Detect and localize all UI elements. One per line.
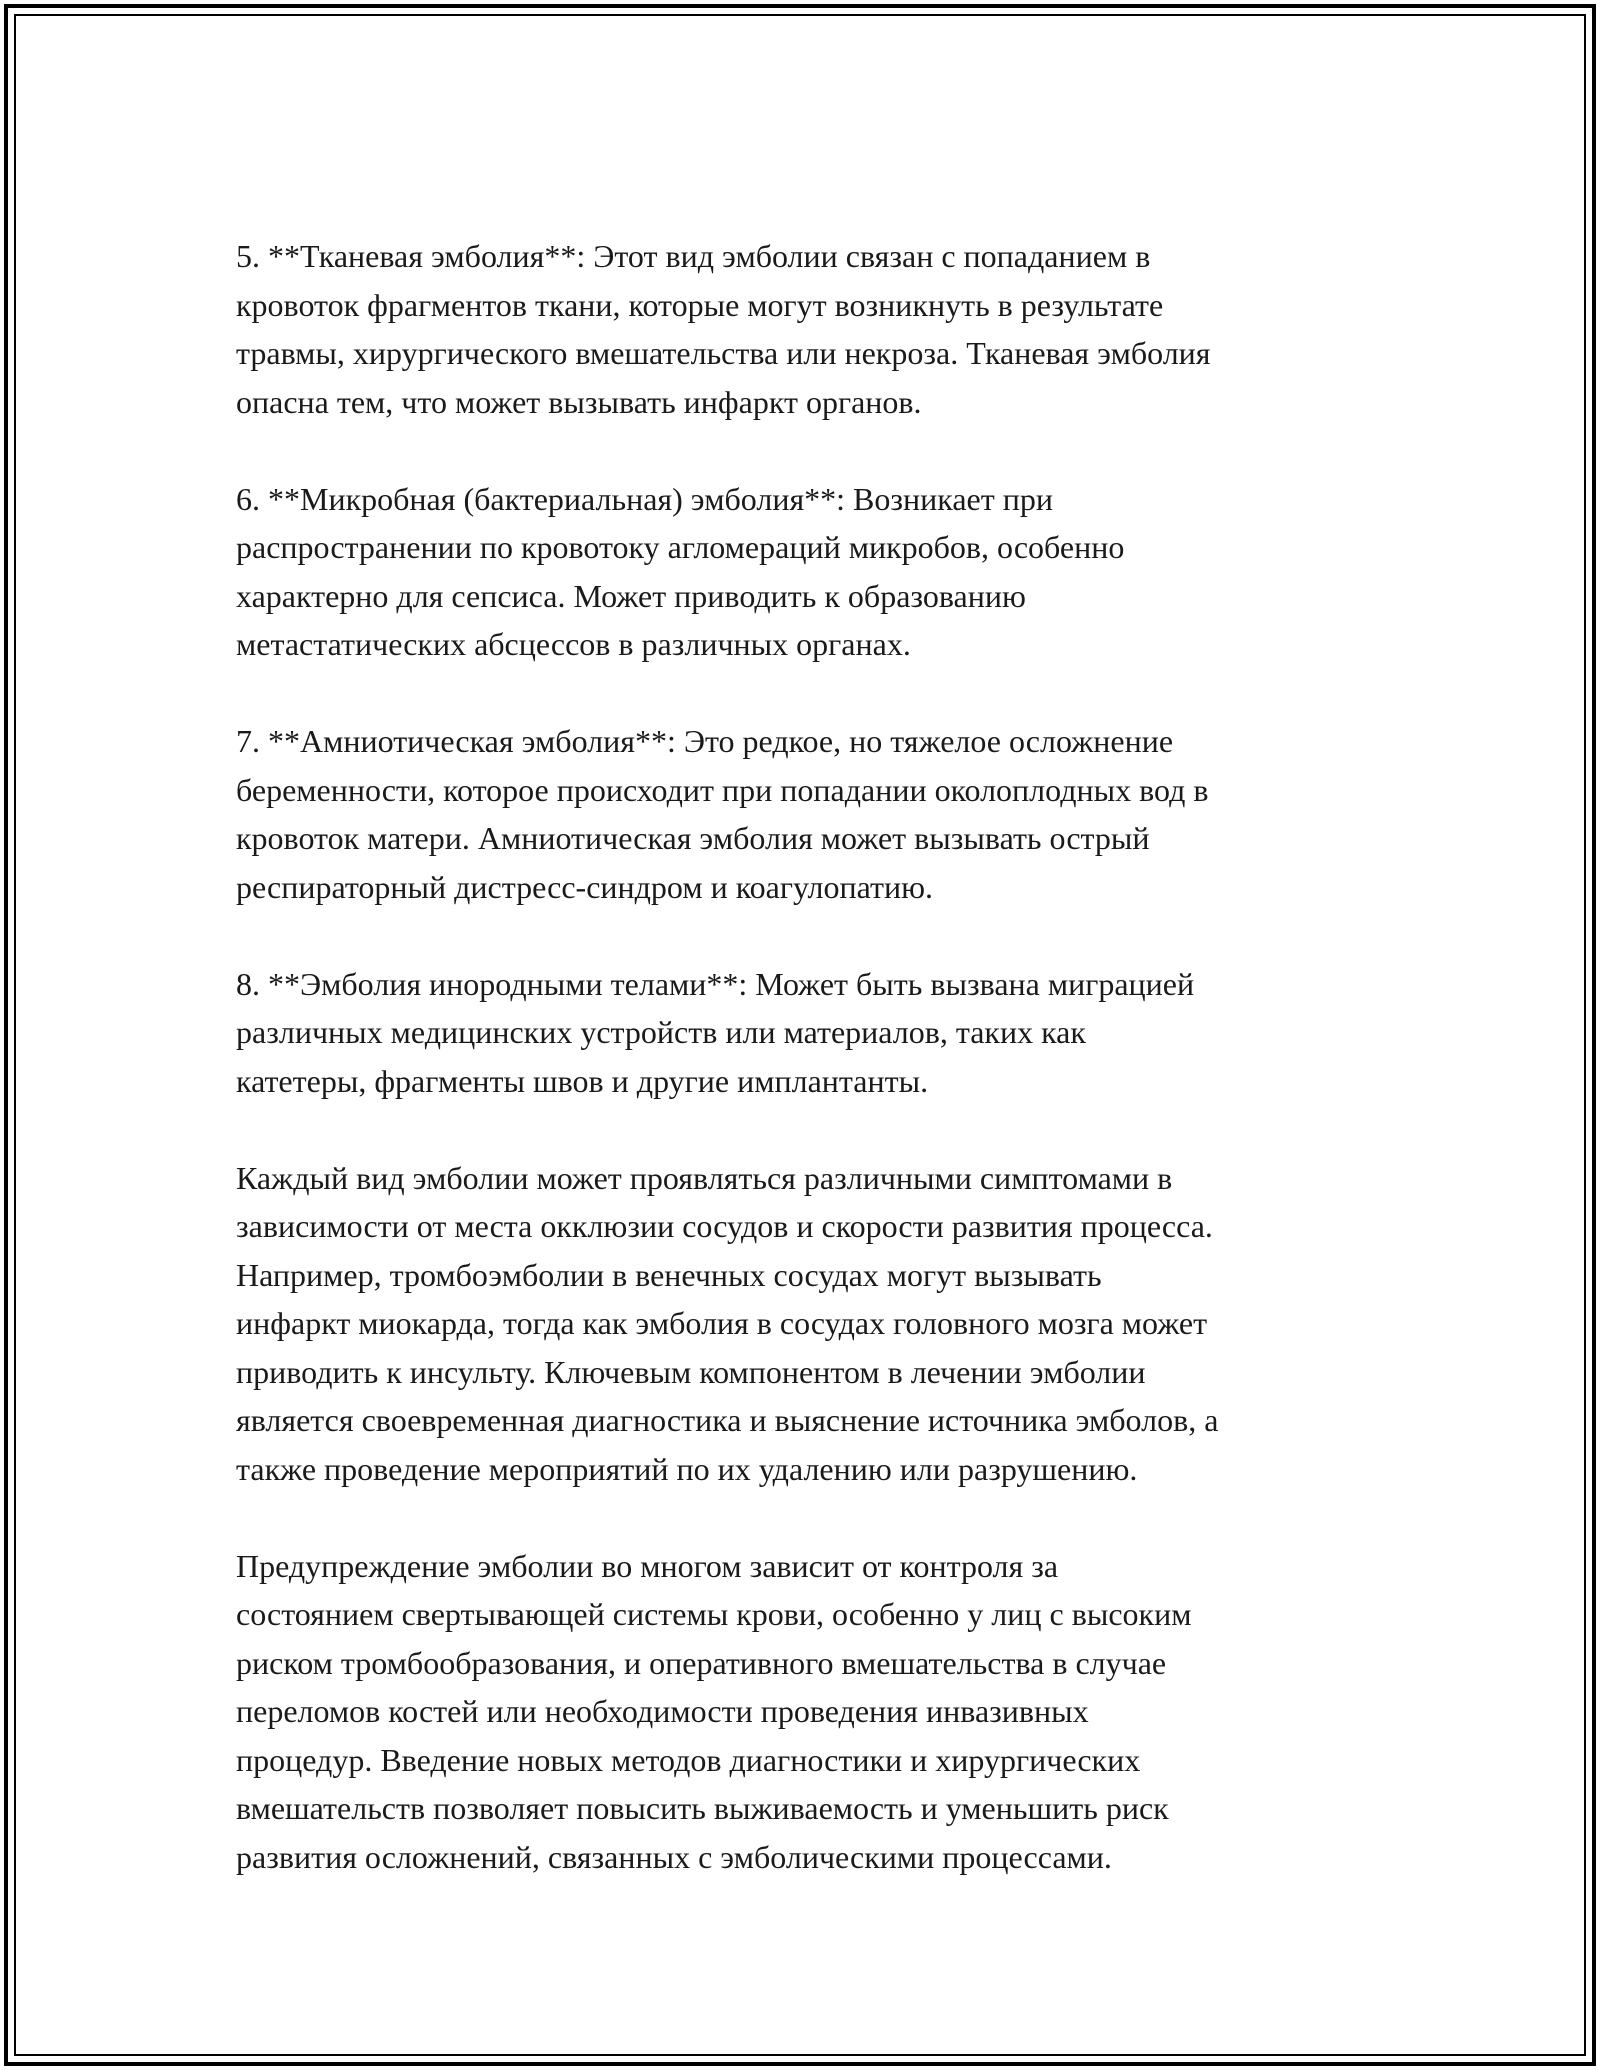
text-line: кровоток фрагментов ткани, которые могут возникнуть в результате (236, 286, 1164, 323)
text-line: вмешательств позволяет повысить выживаемость и уменьшить риск (236, 1790, 1169, 1826)
document-body (236, 232, 1376, 1930)
text-line: переломов костей или необходимости проведения инвазивных (236, 1693, 1089, 1729)
text-line: состоянием свертывающей системы крови, особенно у лиц с высоким (236, 1596, 1192, 1632)
paragraph (236, 1542, 1376, 1882)
text-line: 8. **Эмболия инородными телами**: Может быть вызвана миграцией (236, 965, 1195, 1002)
text-line: кровоток матери. Амниотическая эмболия может вызывать острый (236, 820, 1150, 856)
text-line: 5. **Тканевая эмболия**: Этот вид эмболии связан с попаданием в (236, 238, 1151, 274)
paragraph (236, 717, 1376, 911)
text-line: метастатических абсцессов в различных органах. (236, 626, 911, 662)
text-line: Предупреждение эмболии во многом зависит от контроля за (236, 1547, 1059, 1584)
text-line: приводить к инсульту. Ключевым компонентом в лечении эмболии (236, 1353, 1146, 1390)
paragraph (236, 960, 1376, 1106)
paragraph (236, 475, 1376, 669)
text-line: беременности, которое происходит при попадании околоплодных вод в (236, 771, 1209, 808)
text-line: Каждый вид эмболии может проявляться различными симптомами в (236, 1159, 1173, 1196)
text-line: Например, тромбоэмболии в венечных сосудах могут вызывать (236, 1256, 1102, 1293)
text-line: травмы, хирургического вмешательства или некроза. Тканевая эмболия (236, 335, 1211, 371)
text-line: распространении по кровотоку агломераций микробов, особенно (236, 529, 1125, 565)
text-line: процедур. Введение новых методов диагностики и хирургических (236, 1741, 1141, 1778)
text-line: различных медицинских устройств или материалов, таких как (236, 1014, 1086, 1050)
text-line: риском тромбообразования, и оперативного вмешательства в случае (236, 1644, 1167, 1681)
text-line: 7. **Амниотическая эмболия**: Это редкое, но тяжелое осложнение (236, 723, 1174, 759)
text-line: респираторный дистресс-синдром и коагулопатию. (236, 868, 934, 905)
text-line: катетеры, фрагменты швов и другие имплантанты. (236, 1062, 929, 1099)
text-line: зависимости от места окклюзии сосудов и скорости развития процесса. (236, 1208, 1213, 1244)
text-line: развития осложнений, связанных с эмболическими процессами. (236, 1838, 1112, 1875)
text-line: инфаркт миокарда, тогда как эмболия в сосудах головного мозга может (236, 1305, 1208, 1341)
text-line: опасна тем, что может вызывать инфаркт органов. (236, 383, 922, 420)
text-line: также проведение мероприятий по их удалению или разрушению. (236, 1450, 1138, 1487)
paragraph (236, 232, 1376, 426)
paragraph (236, 1154, 1376, 1494)
text-line: 6. **Микробная (бактериальная) эмболия**: Возникает при (236, 480, 1053, 517)
text-line: является своевременная диагностика и выяснение источника эмболов, а (236, 1402, 1219, 1438)
text-line: характерно для сепсиса. Может приводить к образованию (236, 577, 1026, 614)
